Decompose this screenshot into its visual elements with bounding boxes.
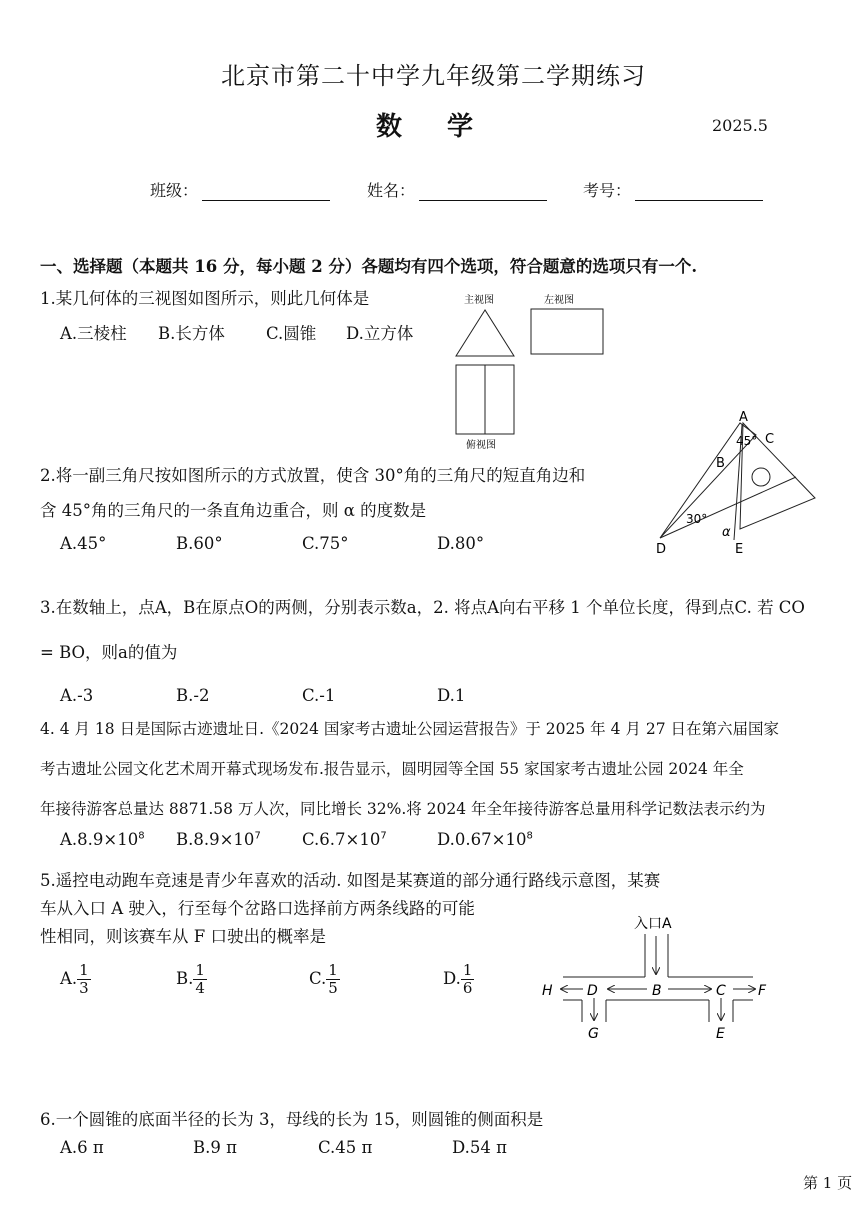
- label-e: E: [735, 542, 744, 557]
- q2-option-a[interactable]: A.45°: [60, 534, 107, 553]
- top-view-label: 俯视图: [466, 440, 496, 451]
- q5-line1: 5.遥控电动跑车竞速是青少年喜欢的活动. 如图是某赛道的部分通行路线示意图，某赛: [40, 871, 661, 890]
- class-label: 班级：: [150, 181, 199, 200]
- q5-option-d[interactable]: [443, 962, 474, 997]
- q5-option-b-den: 4: [195, 979, 205, 997]
- q4-option-c[interactable]: [302, 830, 387, 849]
- angle-45-label: 45°: [736, 434, 758, 448]
- q4-option-c-base: C.6.7×10: [302, 830, 381, 849]
- q2-stem-line1: 2.将一副三角尺按如图所示的方式放置，使含 30°角的三角尺的短直角边和: [40, 466, 586, 485]
- q1-option-a[interactable]: A.三棱柱: [60, 324, 127, 343]
- q1-option-b[interactable]: B.长方体: [158, 324, 225, 343]
- q2-option-d[interactable]: D.80°: [437, 534, 485, 553]
- page-number: 第 1 页: [803, 1174, 853, 1192]
- q4-option-a-base: A.8.9×10: [60, 830, 139, 849]
- q5-track-figure: [535, 906, 780, 1046]
- label-g: G: [588, 1026, 599, 1042]
- q4-option-c-exp: 7: [380, 830, 387, 842]
- q5-option-b-prefix: B.: [176, 969, 194, 988]
- q5-option-a[interactable]: [60, 962, 91, 997]
- angle-30-label: 30°: [686, 512, 708, 526]
- q5-option-a-den: 3: [79, 979, 89, 997]
- q5-option-d-num: 1: [462, 961, 473, 979]
- page-title: 北京市第二十中学九年级第二学期练习: [221, 62, 646, 90]
- q1-option-d[interactable]: D.立方体: [346, 324, 414, 343]
- q4-line3: 年接待游客总量达 8871.58 万人次，同比增长 32%.将 2024 年全年接待游客总量用科学记数法表示约为: [40, 800, 766, 818]
- q4-option-b[interactable]: [176, 830, 261, 849]
- name-label: 姓名：: [367, 181, 416, 200]
- q2-stem-line2: 含 45°角的三角尺的一条直角边重合，则 α 的度数是: [40, 501, 427, 520]
- label-f: F: [758, 983, 767, 999]
- left-view-rect: [531, 309, 603, 354]
- class-blank[interactable]: [202, 182, 330, 201]
- q3-stem-line1: 3.在数轴上，点A，B在原点O的两侧，分别表示数a，2. 将点A向右平移 1 个单位长度，得到点C. 若 CO: [40, 598, 805, 617]
- section-heading: 一、选择题（本题共 16 分，每小题 2 分）各题均有四个选项，符合题意的选项只有一个.: [40, 257, 698, 276]
- q6-option-b[interactable]: B.9 π: [193, 1138, 237, 1157]
- q5-option-a-num: 1: [79, 961, 89, 979]
- exam-date: 2025.5: [712, 116, 768, 135]
- label-c: C: [765, 432, 775, 447]
- q3-option-b[interactable]: B.-2: [176, 686, 210, 705]
- q3-option-a[interactable]: A.-3: [60, 686, 94, 705]
- q5-option-c-num: 1: [328, 961, 338, 979]
- q2-triangle-figure: [650, 405, 825, 560]
- q4-option-d[interactable]: [437, 830, 533, 849]
- entrance-label: 入口A: [634, 916, 672, 932]
- name-field: [367, 178, 547, 201]
- q4-option-a[interactable]: [60, 830, 145, 849]
- label-b: B: [652, 983, 662, 999]
- q4-line2: 考古遗址公园文化艺术周开幕式现场发布.报告显示，圆明园等全国 55 家国家考古遗址公园 2024 年全: [40, 760, 744, 778]
- id-field: [583, 178, 763, 201]
- q4-option-a-exp: 8: [138, 830, 145, 842]
- q5-option-c[interactable]: [309, 962, 340, 997]
- q1-option-c[interactable]: C.圆锥: [266, 324, 317, 343]
- q5-option-b[interactable]: [176, 962, 207, 997]
- q5-option-a-fraction: [77, 962, 91, 997]
- label-b: B: [716, 456, 725, 471]
- label-a: A: [739, 410, 748, 425]
- q2-option-c[interactable]: C.75°: [302, 534, 349, 553]
- id-blank[interactable]: [635, 182, 763, 201]
- q5-option-c-prefix: C.: [309, 969, 327, 988]
- q5-option-c-den: 5: [328, 979, 338, 997]
- q6-option-d[interactable]: D.54 π: [452, 1138, 507, 1157]
- name-blank[interactable]: [419, 182, 547, 201]
- q5-option-d-prefix: D.: [443, 969, 461, 988]
- q5-option-a-prefix: A.: [60, 969, 78, 988]
- q1-stem: 1.某几何体的三视图如图所示，则此几何体是: [40, 289, 370, 308]
- front-view-triangle: [456, 310, 514, 356]
- q4-option-d-base: D.0.67×10: [437, 830, 527, 849]
- label-d: D: [656, 542, 667, 557]
- label-h: H: [542, 983, 553, 999]
- label-d: D: [587, 983, 598, 999]
- q5-line3: 性相同，则该赛车从 F 口驶出的概率是: [40, 927, 326, 946]
- q4-option-b-base: B.8.9×10: [176, 830, 255, 849]
- q5-option-d-den: 6: [462, 979, 473, 997]
- front-view-label: 主视图: [464, 295, 494, 306]
- angle-alpha-label: α: [722, 525, 731, 540]
- label-e: E: [716, 1026, 725, 1042]
- subject-title: 数 学: [375, 112, 492, 142]
- q3-stem-line2: = BO，则a的值为: [40, 643, 178, 662]
- q2-option-b[interactable]: B.60°: [176, 534, 223, 553]
- q5-option-d-fraction: [461, 962, 475, 997]
- q3-option-c[interactable]: C.-1: [302, 686, 336, 705]
- q5-option-b-num: 1: [195, 961, 205, 979]
- q4-option-b-exp: 7: [254, 830, 261, 842]
- triangle-hole: [752, 468, 770, 486]
- q5-option-c-fraction: [326, 962, 340, 997]
- q4-option-d-exp: 8: [526, 830, 533, 842]
- class-field: [150, 178, 330, 201]
- label-c: C: [716, 983, 726, 999]
- id-label: 考号：: [583, 181, 632, 200]
- q5-line2: 车从入口 A 驶入，行至每个岔路口选择前方两条线路的可能: [40, 899, 475, 918]
- q3-option-d[interactable]: D.1: [437, 686, 466, 705]
- q5-option-b-fraction: [193, 962, 207, 997]
- q1-three-view-figure: [448, 288, 638, 453]
- q6-option-a[interactable]: A.6 π: [60, 1138, 104, 1157]
- left-view-label: 左视图: [544, 295, 574, 306]
- q4-line1: 4. 4 月 18 日是国际古迹遗址日.《2024 国家考古遗址公园运营报告》于 2025 年 4 月 27 日在第六届国家: [40, 720, 779, 738]
- q6-stem: 6.一个圆锥的底面半径的长为 3，母线的长为 15，则圆锥的侧面积是: [40, 1110, 544, 1129]
- q6-option-c[interactable]: C.45 π: [318, 1138, 373, 1157]
